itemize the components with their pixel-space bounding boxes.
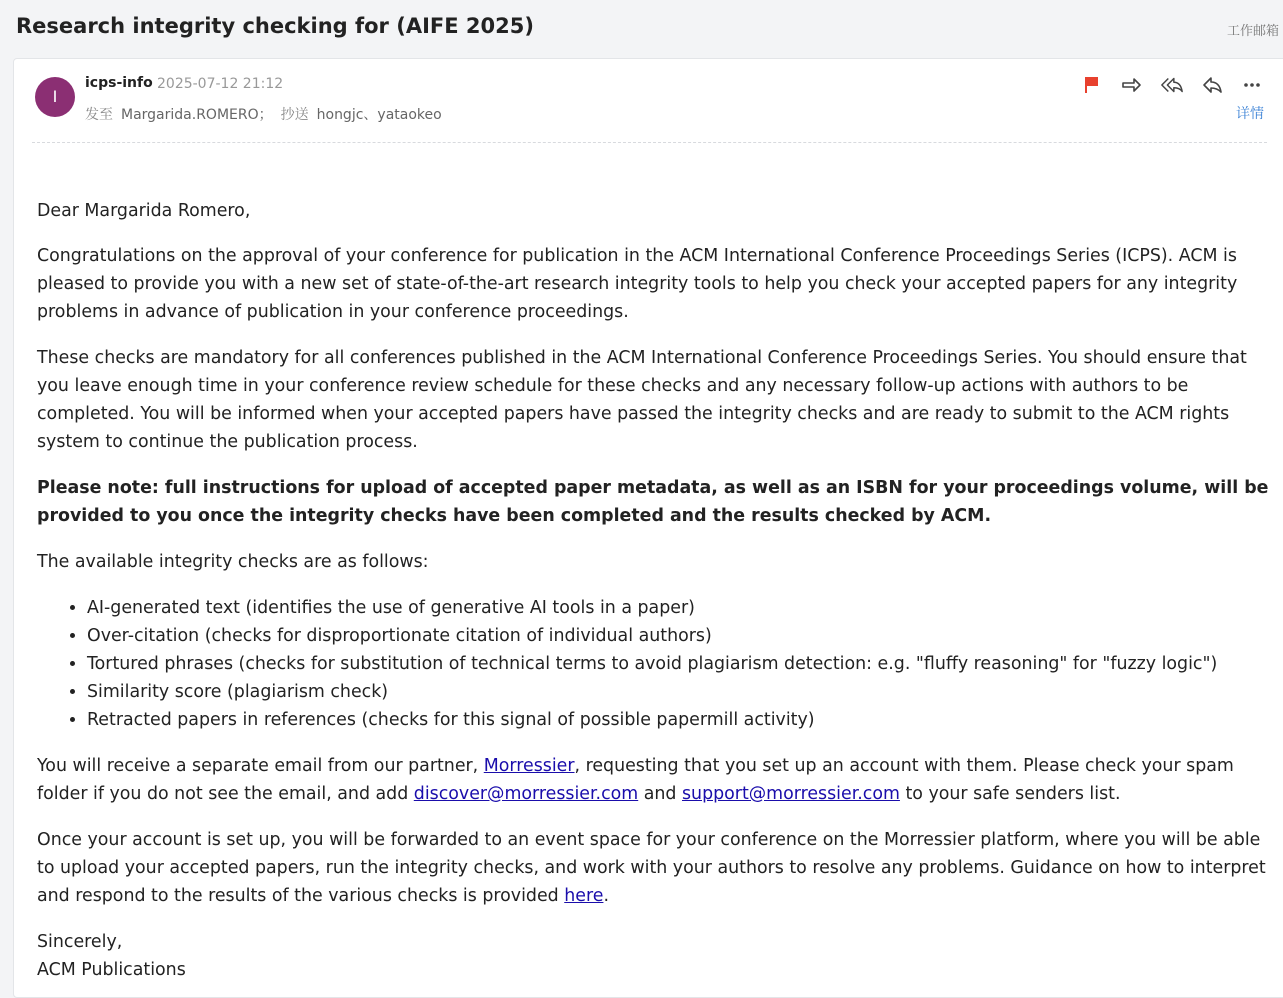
paragraph-account [37,826,1269,910]
list-item: • Tortured phrases (checks for substitution of technical terms to avoid plagiarism detection: e.g. "fluffy reasoning" for "fuzzy logic") [87,650,1269,678]
partner-text-b: , requesting that you set up an account with them. Please check your spam folder if you do not see the email, and add [37,756,1234,804]
recipients-line [85,104,442,124]
list-item: • AI-generated text (identifies the use of generative AI tools in a paper) [87,594,1269,622]
partner-text-c: and [638,784,682,804]
morressier-link[interactable]: Morressier [483,756,575,776]
email-subject: Research integrity checking for (AIFE 2025) [16,14,534,38]
to-separator: ； [258,107,273,123]
subject-bar [0,0,1283,58]
sender-name[interactable]: icps-info [85,75,153,91]
cc-label: 抄送 [280,107,309,123]
reply-all-button[interactable] [1160,73,1184,97]
discover-email-link[interactable]: discover@morressier.com [413,784,639,804]
paragraph-note [37,474,1269,530]
list-item: • Similarity score (plagiarism check) [87,678,1269,706]
reply-button[interactable] [1200,73,1224,97]
more-button[interactable] [1240,73,1264,97]
checks-intro: The available integrity checks are as follows: [37,552,429,572]
note-text: Please note: full instructions for upload of accepted paper metadata, as well as an ISBN for your proceedings volume, will be provided to you once the integrity checks have been completed and the results checked by ACM. [37,478,1269,526]
details-link[interactable]: 详情 [1236,106,1264,122]
to-recipient[interactable]: Margarida.ROMERO [121,107,259,123]
paragraph-partner [37,752,1269,808]
paragraph-intro: Congratulations on the approval of your conference for publication in the ACM International Conference Proceedings Series (ICPS). ACM is pleased to provide you with a new set of state-of-the-art research integrity tools to help you check your accepted papers for any integrity problems in advance of publication in your conference proceedings. [37,246,1238,322]
to-label: 发至 [85,107,113,123]
reply-all-icon [1160,75,1184,95]
list-item: • Retracted papers in references (checks for this signal of possible papermill activity) [87,706,1269,734]
cc-recipients[interactable]: hongjc、yataokeo [316,107,442,123]
sent-date: 2025-07-12 21:12 [157,76,284,92]
avatar[interactable]: I [35,77,75,117]
signature: ACM Publications [37,960,186,980]
checks-list [37,594,1269,734]
email-body [37,197,1269,984]
reply-icon [1201,75,1223,95]
partner-text-d: to your safe senders list. [899,784,1121,804]
forward-button[interactable] [1119,73,1143,97]
account-text-a: Once your account is set up, you will be forwarded to an event space for your conference on the Morressier platform, where you will be able to upload your accepted papers, run the integrity checks, and work with your authors to resolve any problems. Guidance on how to interpret and respond to the results of the various checks is provided [37,830,1266,906]
list-item: • Over-citation (checks for disproportionate citation of individual authors) [87,622,1269,650]
guidance-here-link[interactable]: here [564,886,604,906]
more-icon [1242,75,1262,95]
flag-button[interactable] [1079,73,1103,97]
closing: Sincerely, [37,932,123,952]
header-divider [32,142,1267,143]
paragraph-mandatory: These checks are mandatory for all conferences published in the ACM International Conference Proceedings Series. You should ensure that you leave enough time in your conference review schedule for these checks and any necessary follow-up actions with authors to be completed. You will be informed when your accepted papers have passed the integrity checks and are ready to submit to the ACM rights system to continue the publication process. [37,348,1247,452]
partner-text-a: You will receive a separate email from our partner, [37,756,484,776]
email-card [13,58,1283,998]
forward-icon [1120,75,1142,95]
account-text-b: . [603,886,609,906]
support-email-link[interactable]: support@morressier.com [682,784,900,804]
flag-icon [1082,75,1100,95]
greeting: Dear Margarida Romero, [37,201,251,221]
mailbox-label[interactable]: 工作邮箱 [1227,24,1280,39]
